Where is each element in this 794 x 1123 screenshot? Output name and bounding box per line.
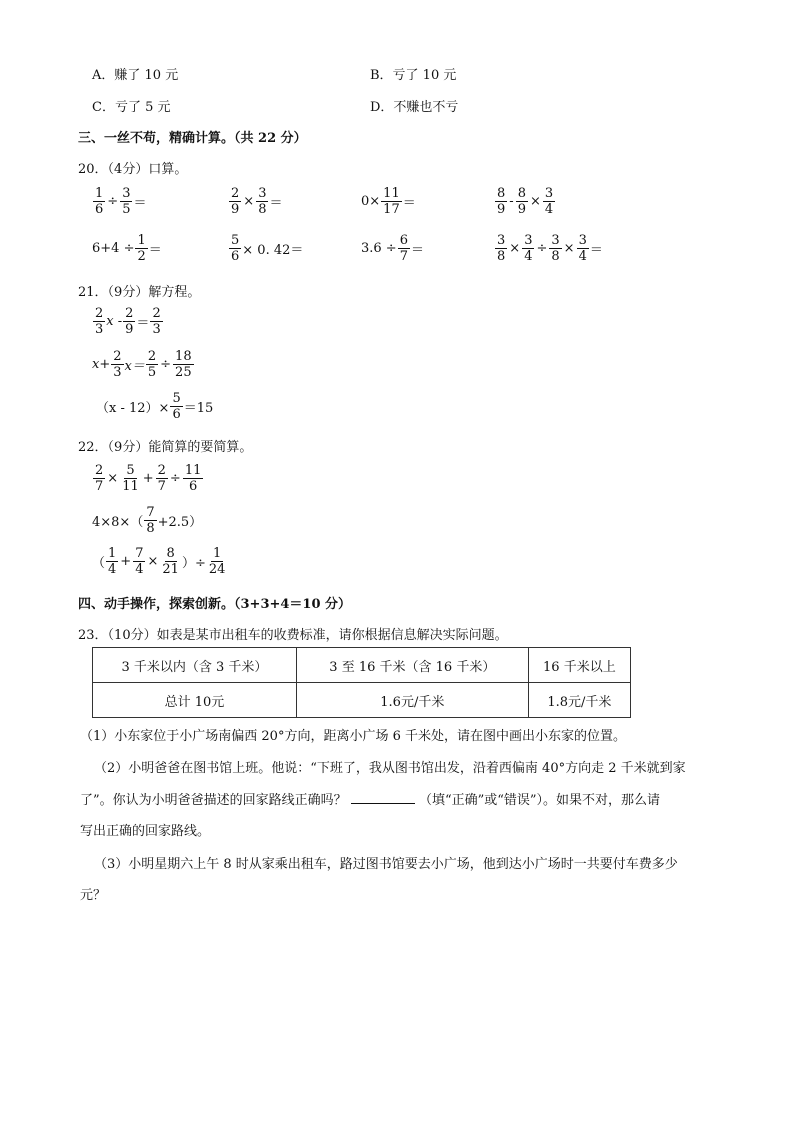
q20-item-6: $\frac{5}{6}$ × 0. 42＝ [231,233,304,264]
fraction: $\frac{3}{8}$ [551,233,560,264]
q23-label: 23．（10分）如表是某市出租车的收费标准，请你根据信息解决实际问题。 [78,628,508,643]
fraction: $\frac{2}{3}$ [113,349,122,380]
fraction: $\frac{8}{21}$ [162,546,179,577]
q23-part-2-line-1: （2）小明爸爸在图书馆上班。他说：“下班了，我从图书馆出发，沿着西偏南 40°方向走 2 千米就到家 [94,761,686,776]
fraction: $\frac{2}{9}$ [125,306,134,337]
fraction: $\frac{3}{5}$ [122,186,131,217]
fraction: $\frac{2}{3}$ [152,306,161,337]
section-3-title: 三、一丝不苟，精确计算。（共 22 分） [78,131,307,146]
q23-part-2-line-3: 写出正确的回家路线。 [80,824,211,839]
fraction: $\frac{7}{4}$ [135,546,144,577]
fraction: $\frac{5}{6}$ [172,391,181,422]
fraction: $\frac{11}{6}$ [184,463,202,494]
fraction: $\frac{2}{3}$ [95,306,104,337]
q20-item-2: $\frac{2}{9}$ × $\frac{3}{8}$ ＝ [231,186,283,217]
option-c: C．亏了 5 元 [92,100,171,115]
q20-label: 20．（4分）口算。 [78,162,188,177]
q23-part-2-question: 了”。你认为小明爸爸描述的回家路线正确吗？ [80,793,347,808]
option-d: D．不赚也不亏 [370,100,459,115]
q23-part-2-line-2 [80,789,660,808]
q22-expression-1: $\frac{2}{7}$ × $\frac{5}{11}$ + $\frac{2}{7}$ ÷ $\frac{11}{6}$ [95,463,202,494]
q22-expression-3: （ $\frac{1}{4}$ + $\frac{7}{4}$ × $\frac{8}{21}$ ）÷ $\frac{1}{24}$ [92,546,226,577]
table-header-cell: 16 千米以上 [528,648,630,683]
fraction: $\frac{3}{8}$ [258,186,267,217]
fraction: $\frac{5}{6}$ [231,233,240,264]
q22-expression-2: 4×8×（ $\frac{7}{8}$ +2.5） [92,505,203,536]
q20-item-1: $\frac{1}{6}$ ÷ $\frac{3}{5}$ ＝ [95,186,147,217]
q23-part-3-line-2: 元？ [80,888,107,903]
fraction: $\frac{2}{7}$ [95,463,104,494]
fraction: $\frac{7}{8}$ [146,505,155,536]
q21-equation-2: x+ $\frac{2}{3}$ x＝ $\frac{2}{5}$ ÷ $\frac{18}{25}$ [92,349,192,380]
fraction: $\frac{3}{4}$ [578,233,587,264]
fraction: $\frac{5}{11}$ [122,463,139,494]
q21-equation-1: $\frac{2}{3}$ x - $\frac{2}{9}$ ＝ $\frac{2}{3}$ [95,306,161,337]
option-a: A．赚了 10 元 [92,68,179,83]
fare-table [92,647,631,718]
fraction: $\frac{3}{4}$ [524,233,533,264]
fraction: $\frac{6}{7}$ [399,233,408,264]
fraction: $\frac{1}{6}$ [95,186,104,217]
q20-item-5: 6+4 ÷ $\frac{1}{2}$ ＝ [92,233,162,264]
fraction: $\frac{1}{4}$ [108,546,117,577]
table-row [93,648,631,683]
q20-item-4: $\frac{8}{9}$ - $\frac{8}{9}$ × $\frac{3}{4}$ [497,186,554,217]
q21-label: 21．（9分）解方程。 [78,285,201,300]
section-4-title: 四、动手操作，探索创新。（3+3+4＝10 分） [78,597,352,612]
answer-blank[interactable] [351,791,415,804]
q23-part-1: （1）小东家位于小广场南偏西 20°方向，距离小广场 6 千米处，请在图中画出小东家的位置。 [80,729,626,744]
fraction: $\frac{11}{17}$ [383,186,400,217]
table-cell: 总计 10元 [93,683,297,718]
option-b: B．亏了 10 元 [370,68,457,83]
fraction: $\frac{1}{2}$ [137,233,146,264]
fraction: $\frac{3}{8}$ [497,233,506,264]
table-header-cell: 3 千米以内（含 3 千米） [93,648,297,683]
q20-item-3: 0× $\frac{11}{17}$ ＝ [361,186,416,217]
fraction: $\frac{3}{4}$ [544,186,554,217]
q20-item-8: $\frac{3}{8}$ × $\frac{3}{4}$ ÷ $\frac{3}{8}$ × $\frac{3}{4}$ ＝ [497,233,603,264]
q22-label: 22．（9分）能简算的要简算。 [78,440,253,455]
table-cell: 1.8元/千米 [528,683,630,718]
q21-equation-3: （x - 12）× $\frac{5}{6}$ ＝15 [96,391,214,422]
fraction: $\frac{8}{9}$ [517,186,526,217]
table-header-cell: 3 至 16 千米（含 16 千米） [296,648,528,683]
fraction: $\frac{8}{9}$ [497,186,506,217]
fraction: $\frac{2}{7}$ [157,463,166,494]
fraction: $\frac{2}{5}$ [147,349,157,380]
q23-part-3-line-1: （3）小明星期六上午 8 时从家乘出租车，路过图书馆要去小广场，他到达小广场时一共要付车费多少 [94,857,678,872]
fraction: $\frac{2}{9}$ [231,186,240,217]
table-cell: 1.6元/千米 [296,683,528,718]
q20-item-7: 3.6 ÷ $\frac{6}{7}$ ＝ [361,233,424,264]
fraction: $\frac{1}{24}$ [208,546,226,577]
q23-part-2-instruction: （填“正确”或“错误”）。如果不对，那么请 [418,793,661,808]
fraction: $\frac{18}{25}$ [175,349,192,380]
table-row [93,683,631,718]
